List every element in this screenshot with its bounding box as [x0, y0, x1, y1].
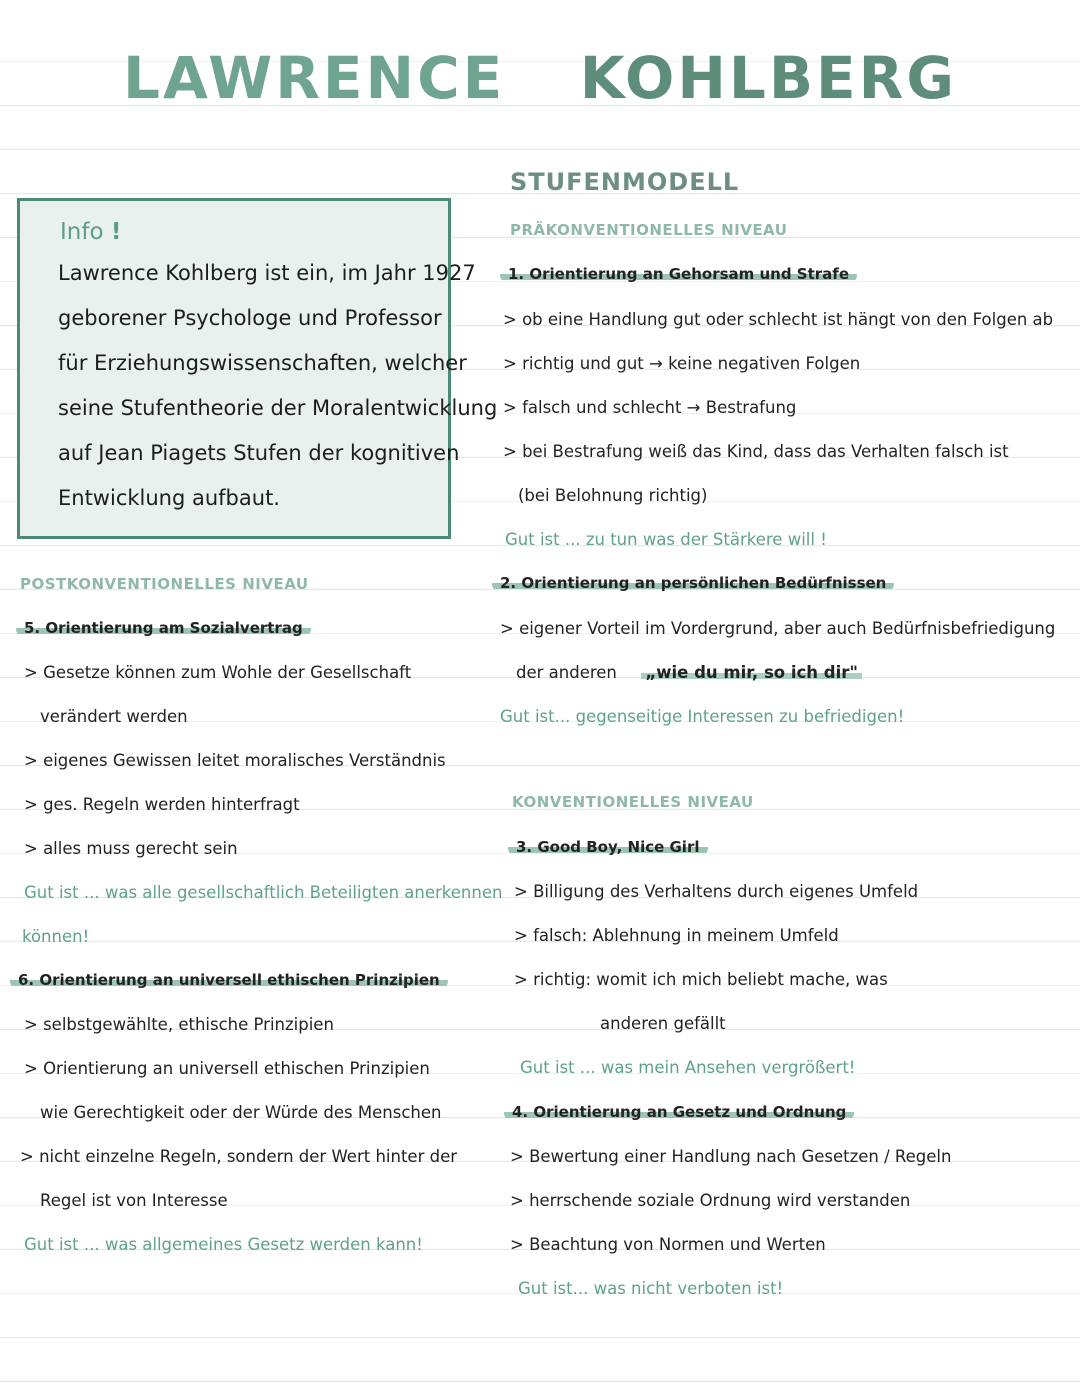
list-item: anderen gefällt	[600, 1014, 726, 1033]
good-is-statement: Gut ist ... was allgemeines Gesetz werden kann!	[24, 1235, 423, 1254]
level-label: POSTKONVENTIONELLES NIVEAU	[20, 575, 309, 593]
level-label: PRÄKONVENTIONELLES NIVEAU	[510, 221, 788, 239]
list-item: > falsch: Ablehnung in meinem Umfeld	[514, 926, 839, 945]
good-is-statement: Gut ist... gegenseitige Interessen zu befriedigen!	[500, 707, 905, 726]
info-box	[17, 198, 498, 539]
stage-title: 5. Orientierung am Sozialvertrag	[16, 619, 311, 637]
info-line: für Erziehungswissenschaften, welcher	[58, 351, 467, 375]
good-is-statement: Gut ist ... zu tun was der Stärkere will !	[505, 530, 827, 549]
list-item: > falsch und schlecht → Bestrafung	[503, 398, 797, 417]
list-item: > Bewertung einer Handlung nach Gesetzen / Regeln	[510, 1147, 952, 1166]
list-item: > Beachtung von Normen und Werten	[510, 1235, 826, 1254]
list-item: > bei Bestrafung weiß das Kind, dass das Verhalten falsch ist	[503, 442, 1009, 461]
title-word-1: LAWRENCE	[123, 44, 506, 112]
title-word-2: KOHLBERG	[579, 44, 957, 112]
quote-highlight: „wie du mir, so ich dir"	[641, 663, 862, 682]
list-item: wie Gerechtigkeit oder der Würde des Menschen	[40, 1103, 442, 1122]
list-item: (bei Belohnung richtig)	[518, 486, 708, 505]
stage-title: 2. Orientierung an persönlichen Bedürfnissen	[492, 574, 894, 592]
stage-title: 4. Orientierung an Gesetz und Ordnung	[504, 1103, 854, 1121]
good-is-statement: Gut ist... was nicht verboten ist!	[518, 1279, 784, 1298]
list-item: Regel ist von Interesse	[40, 1191, 228, 1210]
stage-title: 6. Orientierung an universell ethischen Prinzipien	[10, 971, 448, 989]
info-line: seine Stufentheorie der Moralentwicklung	[58, 396, 498, 420]
info-heading	[60, 219, 121, 245]
info-line: Entwicklung aufbaut.	[58, 486, 280, 510]
list-item	[516, 663, 862, 682]
info-line: auf Jean Piagets Stufen der kognitiven	[58, 441, 460, 465]
list-item: > nicht einzelne Regeln, sondern der Wert hinter der	[20, 1147, 458, 1166]
page-title	[0, 44, 1080, 112]
list-item: > herrschende soziale Ordnung wird verstanden	[510, 1191, 911, 1210]
list-item: verändert werden	[40, 707, 188, 726]
list-item: > eigener Vorteil im Vordergrund, aber auch Bedürfnisbefriedigung	[500, 619, 1056, 638]
list-item: > selbstgewählte, ethische Prinzipien	[24, 1015, 334, 1034]
list-item: > ges. Regeln werden hinterfragt	[24, 795, 300, 814]
good-is-statement: Gut ist ... was alle gesellschaftlich Beteiligten anerkennen	[24, 883, 503, 902]
list-item: > Orientierung an universell ethischen Prinzipien	[24, 1059, 430, 1078]
list-item: > richtig und gut → keine negativen Folgen	[503, 354, 861, 373]
list-item: > alles muss gerecht sein	[24, 839, 238, 858]
list-item: > Gesetze können zum Wohle der Gesellschaft	[24, 663, 412, 682]
info-exclamation-icon: !	[110, 219, 122, 245]
info-line: Lawrence Kohlberg ist ein, im Jahr 1927	[58, 261, 476, 285]
list-item: > Billigung des Verhaltens durch eigenes Umfeld	[514, 882, 919, 901]
stage-title: 3. Good Boy, Nice Girl	[508, 838, 708, 856]
list-item: > ob eine Handlung gut oder schlecht ist hängt von den Folgen ab	[503, 310, 1054, 329]
section-heading: STUFENMODELL	[510, 168, 740, 196]
list-item-text: der anderen	[516, 663, 617, 682]
stage-title: 1. Orientierung an Gehorsam und Strafe	[500, 265, 857, 283]
list-item: > eigenes Gewissen leitet moralisches Verständnis	[24, 751, 446, 770]
good-is-statement: können!	[22, 927, 90, 946]
info-heading-text: Info	[60, 219, 104, 245]
level-label: KONVENTIONELLES NIVEAU	[512, 793, 754, 811]
list-item: > richtig: womit ich mich beliebt mache, was	[514, 970, 888, 989]
info-line: geborener Psychologe und Professor	[58, 306, 442, 330]
good-is-statement: Gut ist ... was mein Ansehen vergrößert!	[520, 1058, 856, 1077]
